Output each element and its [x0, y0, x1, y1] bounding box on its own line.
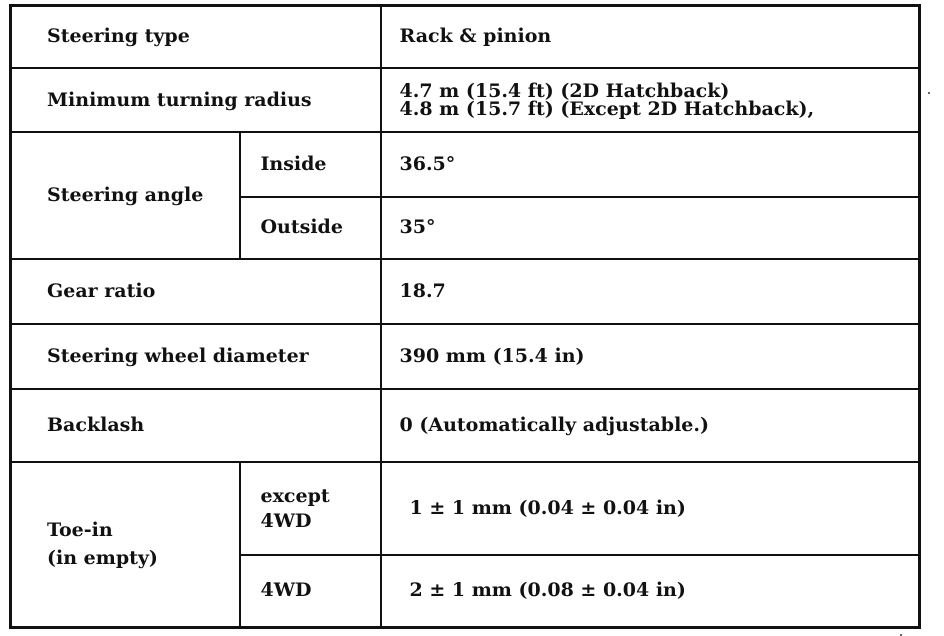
steering-type-value: Rack & pinion [381, 6, 920, 68]
gear-ratio-label: Gear ratio [11, 259, 381, 323]
toe-in-label-line2: (in empty) [47, 546, 158, 569]
toe-in-except-4wd-value: 1 ± 1 mm (0.04 ± 0.04 in) [381, 462, 920, 555]
table-row [11, 132, 920, 196]
except-label-line1: except [260, 484, 330, 507]
min-turning-radius-value [381, 68, 920, 132]
steering-angle-inside-label: Inside [240, 132, 381, 196]
toe-in-label-line1: Toe-in [47, 519, 113, 542]
toe-in-4wd-label: 4WD [240, 555, 381, 628]
steering-angle-inside-value: 36.5° [381, 132, 920, 196]
table-row [11, 389, 920, 462]
table-row [11, 6, 920, 68]
backlash-label: Backlash [11, 389, 381, 462]
table-row [11, 324, 920, 389]
steering-angle-label: Steering angle [11, 132, 240, 259]
toe-in-except-4wd-label [240, 462, 381, 555]
min-turning-radius-label: Minimum turning radius [11, 68, 381, 132]
scan-speck [928, 92, 930, 94]
wheel-diameter-value: 390 mm (15.4 in) [381, 324, 920, 389]
steering-angle-outside-value: 35° [381, 197, 920, 259]
turning-radius-hatchback: 4.7 m (15.4 ft) (2D Hatchback) [399, 80, 730, 103]
wheel-diameter-label: Steering wheel diameter [11, 324, 381, 389]
table-row [11, 68, 920, 132]
except-label-line2: 4WD [260, 509, 312, 532]
steering-spec-table [9, 4, 921, 629]
backlash-value: 0 (Automatically adjustable.) [381, 389, 920, 462]
turning-radius-except-hatchback: 4.8 m (15.7 ft) (Except 2D Hatchback), [399, 98, 815, 121]
table-row [11, 259, 920, 323]
toe-in-4wd-value: 2 ± 1 mm (0.08 ± 0.04 in) [381, 555, 920, 628]
steering-angle-outside-label: Outside [240, 197, 381, 259]
steering-type-label: Steering type [11, 6, 381, 68]
table-row [11, 462, 920, 555]
gear-ratio-value: 18.7 [381, 259, 920, 323]
toe-in-label [11, 462, 240, 627]
